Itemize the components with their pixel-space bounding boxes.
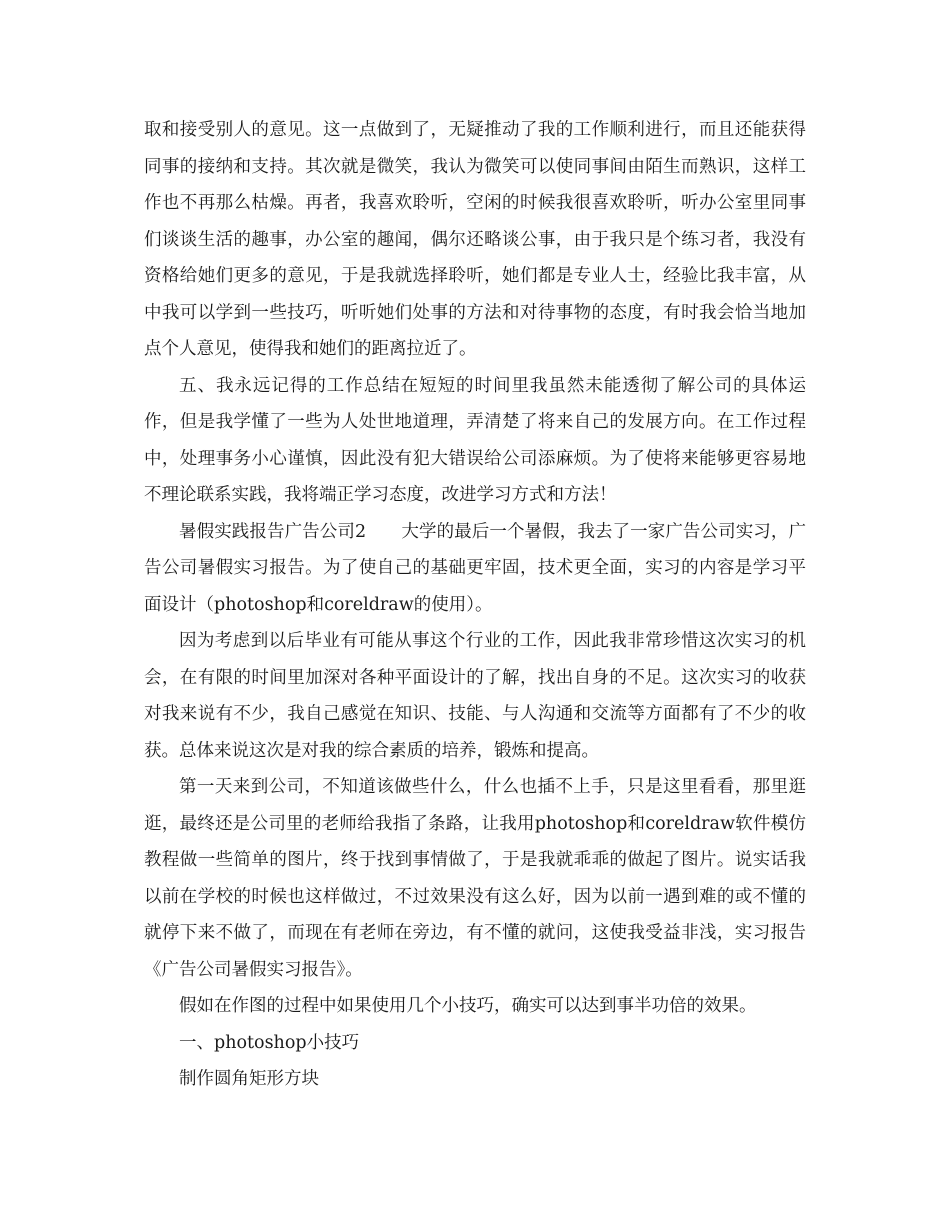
paragraph-continuation: 取和接受别人的意见。这一点做到了，无疑推动了我的工作顺利进行，而且还能获得同事的接纳和支持。其次就是微笑，我认为微笑可以使同事间由陌生而熟识，这样工作也不再那么枯燥。再者，我喜欢聆听，空闲的时候我很喜欢聆听，听办公室里同事们谈谈生活的趣事，办公室的趣闻，偶尔还略谈公事，由于我只是个练习者，我没有资格给她们更多的意见，于是我就选择聆听，她们都是专业人士，经验比我丰富，从中我可以学到一些技巧，听听她们处事的方法和对待事物的态度，有时我会恰当地加点个人意见，使得我和她们的距离拉近了。 bbox=[144, 120, 806, 359]
paragraph-motivation: 因为考虑到以后毕业有可能从事这个行业的工作，因此我非常珍惜这次实习的机会，在有限的时间里加深对各种平面设计的了解，找出自身的不足。这次实习的收获对我来说有不少，我自己感觉在知识、技能、与人沟通和交流等方面都有了不少的收获。总体来说这次是对我的综合素质的培养，锻炼和提高。 bbox=[144, 631, 806, 761]
paragraph-first-day: 第一天来到公司，不知道该做些什么，什么也插不上手，只是这里看看，那里逛逛，最终还是公司里的老师给我指了条路，让我用photoshop和coreldraw软件模仿教程做一些简单的图片，终于找到事情做了，于是我就乖乖的做起了图片。说实话我以前在学校的时候也这样做过，不过效果没有这么好，因为以前一遇到难的或不懂的就停下来不做了，而现在有老师在旁边，有不懂的就问，这使我受益非浅，实习报告《广告公司暑假实习报告》。 bbox=[144, 777, 806, 980]
paragraph-tips-intro: 假如在作图的过程中如果使用几个小技巧，确实可以达到事半功倍的效果。 bbox=[179, 996, 757, 1016]
document-body bbox=[144, 112, 806, 1098]
section-heading-photoshop-tips: 一、photoshop小技巧 bbox=[179, 1032, 360, 1053]
paragraph-work-summary: 五、我永远记得的工作总结在短短的时间里我虽然未能透彻了解公司的具体运作，但是我学懂了一些为人处世地道理，弄清楚了将来自己的发展方向。在工作过程中，处理事务小心谨慎，因此没有犯大错误给公司添麻烦。为了使将来能够更容易地不理论联系实践，我将端正学习态度，改进学习方式和方法！ bbox=[144, 375, 806, 505]
subheading-rounded-rectangle: 制作圆角矩形方块 bbox=[179, 1069, 319, 1089]
paragraph-report-intro: 暑假实践报告广告公司2 大学的最后一个暑假，我去了一家广告公司实习，广告公司暑假实习报告。为了使自己的基础更牢固，技术更全面，实习的内容是学习平面设计（photoshop和coreldraw的使用）。 bbox=[144, 521, 806, 615]
